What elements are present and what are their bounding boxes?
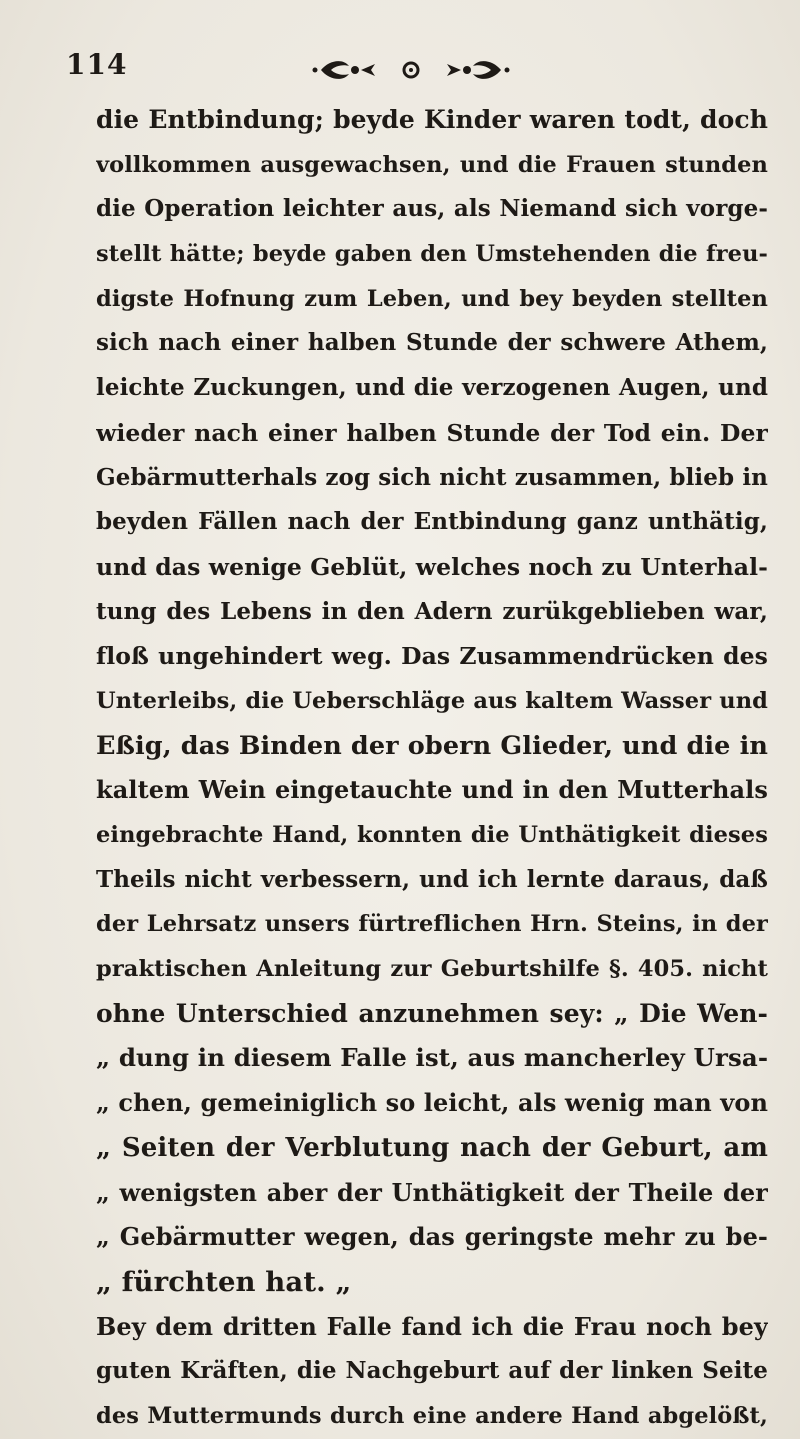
text-line: Theils nicht verbessern, und ich lernte daraus, daß [96,865,768,893]
text-line: praktischen Anleitung zur Geburtshilfe §. 405. nicht [96,956,768,983]
text-line: die Operation leichter aus, als Niemand sich vorge- [96,195,768,223]
text-line: „ wenigsten aber der Unthätigkeit der Theile der [96,1177,768,1207]
text-line: „ Gebärmutter wegen, das geringste mehr zu be- [96,1222,768,1252]
circle-ornament-icon [404,63,418,77]
text-line: ohne Unterschied anzunehmen sey: „ Die Wen- [96,998,768,1028]
text-line: Unterleibs, die Ueberschläge aus kaltem Wasser und [96,687,768,714]
text-line: der Lehrsatz unsers fürtreflichen Hrn. Steins, in der [96,911,768,938]
text-line: wieder nach einer halben Stunde der Tod ein. Der [96,418,768,447]
text-line: vollkommen ausgewachsen, und die Frauen stunden [96,151,768,178]
text-line: tung des Lebens in den Adern zurükgeblieben war, [96,597,768,625]
text-line: „ chen, gemeiniglich so leicht, als wenig man von [96,1088,768,1118]
text-line: sich nach einer halben Stunde der schwere Athem, [96,329,768,357]
text-line: leichte Zuckungen, und die verzogenen Augen, und [96,374,768,402]
text-line: guten Kräften, die Nachgeburt auf der linken Seite [96,1357,768,1385]
text-line: die Entbindung; beyde Kinder waren todt, doch [96,105,768,134]
text-line: Bey dem dritten Falle fand ich die Frau noch bey [96,1311,768,1341]
header-ornament [291,48,531,92]
text-line: und das wenige Geblüt, welches noch zu Unterhal- [96,552,768,581]
body-text [96,98,768,1439]
page-number: 114 [66,48,128,81]
text-line: kaltem Wein eingetauchte und in den Mutterhals [96,775,768,805]
text-line: Gebärmutterhals zog sich nicht zusammen, blieb in [96,463,768,491]
fleuron-left-icon [313,61,376,79]
text-line: „ fürchten hat. „ [96,1265,352,1298]
fleuron-right-icon [447,61,510,79]
text-line: des Muttermunds durch eine andere Hand abgelößt, [96,1402,768,1429]
text-line: „ Seiten der Verblutung nach der Geburt, am [96,1132,768,1163]
text-line: stellt hätte; beyde gaben den Umstehenden die freu- [96,241,768,268]
text-line: Eßig, das Binden der obern Glieder, und die in [96,730,768,761]
page-header [66,38,766,98]
text-line: beyden Fällen nach der Entbindung ganz unthätig, [96,508,768,536]
text-line: „ dung in diesem Falle ist, aus mancherley Ursa- [96,1043,768,1073]
text-line: digste Hofnung zum Leben, und bey beyden stellten [96,285,768,312]
text-line: eingebrachte Hand, konnten die Unthätigkeit dieses [96,822,768,848]
text-line: floß ungehindert weg. Das Zusammendrücken des [96,642,768,671]
